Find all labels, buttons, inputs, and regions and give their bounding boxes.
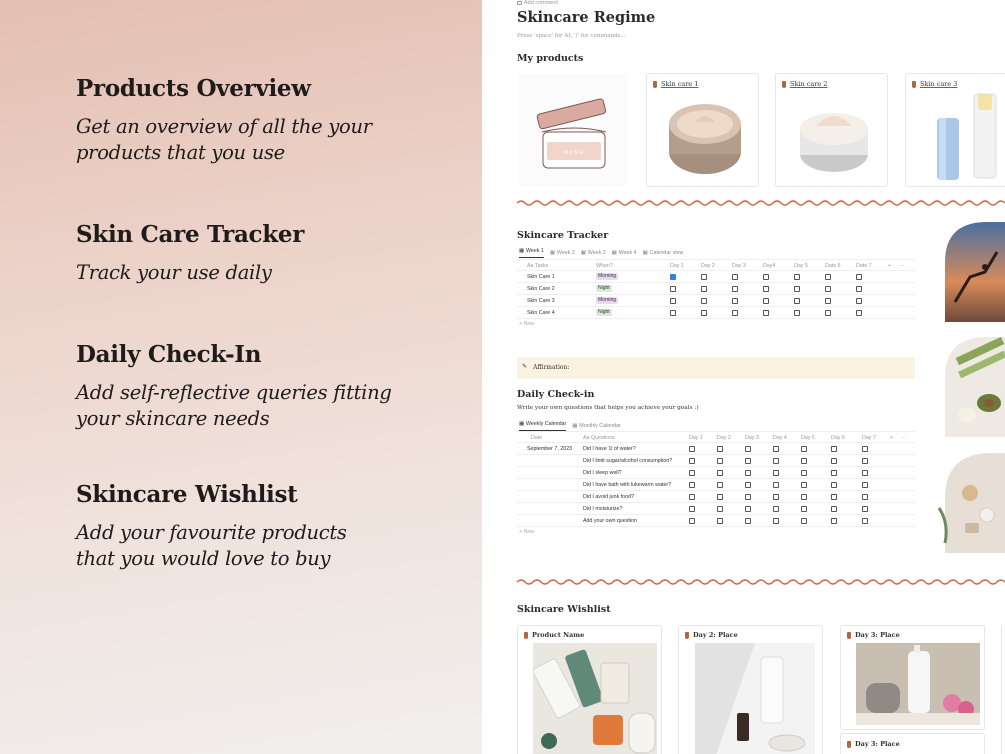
calendar-icon: ▦ (611, 250, 617, 256)
day-checkbox[interactable] (763, 274, 769, 280)
feature-title: Products Overview (76, 75, 311, 102)
day-checkbox[interactable] (763, 298, 769, 304)
product-image (906, 74, 1005, 187)
day-checkbox[interactable] (670, 286, 676, 292)
products-heading: My products (517, 53, 584, 64)
page-title[interactable]: Skincare Regime (517, 9, 656, 26)
day-checkbox[interactable] (732, 310, 738, 316)
day-checkbox[interactable] (831, 518, 837, 524)
day-checkbox[interactable] (773, 506, 779, 512)
wishlist-item-name: Product Name (532, 631, 585, 639)
day-checkbox[interactable] (763, 310, 769, 316)
day-checkbox[interactable] (794, 274, 800, 280)
day-checkbox[interactable] (689, 470, 695, 476)
day-checkbox[interactable] (732, 274, 738, 280)
day-checkbox[interactable] (825, 310, 831, 316)
feature-description: Track your use daily (76, 261, 272, 284)
table-row[interactable] (517, 271, 915, 283)
day-checkbox[interactable] (773, 494, 779, 500)
column-header-date7[interactable]: Date 7 (856, 263, 872, 269)
day-checkbox[interactable] (773, 518, 779, 524)
question-cell[interactable]: Add your own question (583, 518, 637, 524)
day-checkbox[interactable] (862, 470, 868, 476)
day-checkbox[interactable] (773, 458, 779, 464)
column-header-day2[interactable]: Day 2 (717, 435, 731, 441)
column-header-day4[interactable]: Day 4 (773, 435, 787, 441)
day-checkbox[interactable] (773, 470, 779, 476)
tab-calendar-view[interactable]: ▦ Calendar view (642, 250, 684, 256)
table-row[interactable] (517, 443, 915, 455)
product-image (647, 74, 759, 187)
column-header-day5[interactable]: Day 5 (794, 263, 808, 269)
day-checkbox[interactable] (701, 298, 707, 304)
day-checkbox[interactable] (732, 298, 738, 304)
day-checkbox[interactable] (745, 494, 751, 500)
wishlist-heading: Skincare Wishlist (517, 604, 611, 615)
day-checkbox[interactable] (773, 482, 779, 488)
day-checkbox[interactable] (670, 298, 676, 304)
wishlist-card-partial (1001, 625, 1005, 754)
wishlist-card[interactable] (840, 625, 985, 730)
task-name[interactable]: Skin Care 2 (527, 286, 555, 292)
product-image (776, 74, 888, 187)
product-image (856, 643, 980, 725)
calendar-icon: ▦ (580, 250, 586, 256)
task-name[interactable]: Skin Care 3 (527, 298, 555, 304)
day-checkbox[interactable] (717, 518, 723, 524)
feature-description: Add your favourite products that you would love to buy (76, 521, 347, 570)
tracker-heading: Skincare Tracker (517, 230, 609, 241)
day-checkbox[interactable] (745, 446, 751, 452)
wishlist-card-label[interactable] (685, 631, 738, 639)
pin-icon (847, 632, 851, 639)
day-checkbox[interactable] (763, 286, 769, 292)
day-checkbox[interactable] (717, 458, 723, 464)
tracker-view-tabs (519, 248, 683, 258)
day-checkbox[interactable] (745, 506, 751, 512)
day-checkbox[interactable] (831, 458, 837, 464)
column-header-day3[interactable]: Day 3 (732, 263, 746, 269)
day-checkbox[interactable] (825, 286, 831, 292)
day-checkbox[interactable] (794, 286, 800, 292)
day-checkbox[interactable] (801, 494, 807, 500)
column-header-day5[interactable]: Day 5 (801, 435, 815, 441)
comment-icon (517, 1, 522, 5)
day-checkbox[interactable] (670, 274, 676, 280)
day-checkbox[interactable] (689, 446, 695, 452)
question-cell[interactable]: Did I moisturize? (583, 506, 623, 512)
vegetables-image (945, 337, 1005, 437)
column-header-day6[interactable]: Day 6 (831, 435, 845, 441)
wishlist-item-name: Day 2: Place (693, 631, 738, 639)
wishlist-item-name: Day 3: Place (855, 740, 900, 748)
day-checkbox[interactable] (745, 458, 751, 464)
spa-essentials-image (937, 453, 1005, 553)
day-checkbox[interactable] (794, 310, 800, 316)
add-new-row-button[interactable]: + New (519, 321, 535, 327)
wishlist-card-label[interactable] (524, 631, 584, 639)
day-checkbox[interactable] (717, 506, 723, 512)
table-row[interactable] (517, 295, 915, 307)
calendar-icon: ▦ (572, 423, 578, 429)
day-checkbox[interactable] (670, 310, 676, 316)
day-checkbox[interactable] (701, 310, 707, 316)
feature-description: Add self-reflective queries fitting your skincare needs (76, 381, 392, 430)
day-checkbox[interactable] (745, 470, 751, 476)
day-checkbox[interactable] (717, 494, 723, 500)
notion-page (482, 0, 1005, 754)
pin-icon (685, 632, 689, 639)
svg-text:N O M E: N O M E (564, 150, 584, 156)
feature-description: Get an overview of all the your products that you use (76, 115, 372, 164)
day-checkbox[interactable] (689, 494, 695, 500)
day-checkbox[interactable] (856, 310, 862, 316)
day-checkbox[interactable] (801, 482, 807, 488)
day-checkbox[interactable] (745, 518, 751, 524)
table-header-row (517, 259, 915, 271)
calendar-icon: ▦ (519, 421, 525, 427)
task-name[interactable]: Skin Care 1 (527, 274, 555, 280)
day-checkbox[interactable] (773, 446, 779, 452)
wishlist-item-name: Day 3: Place (855, 631, 900, 639)
day-checkbox[interactable] (717, 482, 723, 488)
day-checkbox[interactable] (701, 286, 707, 292)
question-cell[interactable]: Did I limit sugar/alcohol consumption? (583, 458, 673, 464)
day-checkbox[interactable] (701, 274, 707, 280)
day-checkbox[interactable] (717, 470, 723, 476)
checkin-subtitle: Write your own questions that helps you achieve your goals :) (517, 405, 699, 411)
product-card[interactable] (905, 73, 1005, 187)
column-header-day2[interactable]: Day 2 (701, 263, 715, 269)
day-checkbox[interactable] (862, 458, 868, 464)
product-card[interactable] (775, 73, 888, 187)
table-header-row (517, 431, 915, 443)
day-checkbox[interactable] (825, 274, 831, 280)
table-row[interactable] (517, 515, 915, 527)
column-header-when[interactable]: When? (596, 263, 613, 269)
add-comment-button[interactable] (517, 0, 558, 6)
marketing-panel (0, 0, 482, 754)
add-comment-label: Add comment (524, 0, 558, 6)
table-row[interactable] (517, 455, 915, 467)
affirmation-callout[interactable] (517, 357, 915, 379)
wishlist-card[interactable] (678, 625, 823, 754)
when-tag[interactable]: Night (598, 309, 610, 315)
date-cell[interactable]: September 7, 2023 (527, 446, 573, 452)
day-checkbox[interactable] (717, 446, 723, 452)
day-checkbox[interactable] (689, 458, 695, 464)
more-options-button[interactable]: ··· (899, 263, 905, 269)
day-checkbox[interactable] (794, 298, 800, 304)
tab-week-2[interactable]: ▦ Week 2 (549, 250, 575, 256)
day-checkbox[interactable] (862, 518, 868, 524)
tab-monthly-calendar[interactable]: ▦ Monthly Calendar (572, 423, 621, 429)
wishlist-card[interactable] (517, 625, 662, 754)
wavy-divider (517, 578, 1005, 586)
checkin-table (517, 431, 915, 541)
more-options-button[interactable]: ··· (901, 435, 907, 441)
day-checkbox[interactable] (862, 506, 868, 512)
day-checkbox[interactable] (801, 458, 807, 464)
pen-icon: ✎ (522, 363, 528, 370)
question-cell[interactable]: Did I avoid junk food? (583, 494, 634, 500)
day-checkbox[interactable] (801, 470, 807, 476)
day-checkbox[interactable] (831, 470, 837, 476)
day-checkbox[interactable] (801, 506, 807, 512)
product-cover-card[interactable] (517, 73, 629, 187)
column-header-questions[interactable]: Aa Questions (583, 435, 615, 441)
question-cell[interactable]: Did I have bath with lukewarm water? (583, 482, 672, 488)
day-checkbox[interactable] (831, 446, 837, 452)
day-checkbox[interactable] (831, 506, 837, 512)
feature-products-overview (76, 75, 372, 166)
wishlist-card-label[interactable] (847, 740, 900, 748)
day-checkbox[interactable] (801, 446, 807, 452)
tab-week-3[interactable]: ▦ Week 3 (580, 250, 606, 256)
table-row[interactable] (517, 283, 915, 295)
product-name: Skin care 3 (920, 80, 958, 88)
day-checkbox[interactable] (856, 298, 862, 304)
when-tag[interactable]: Morning (598, 273, 617, 279)
feature-title: Skincare Wishlist (76, 481, 298, 508)
task-name[interactable]: Skin Care 4 (527, 310, 555, 316)
calendar-icon: ▦ (642, 250, 648, 256)
add-new-row-button[interactable]: + New (519, 529, 535, 535)
feature-title: Skin Care Tracker (76, 221, 305, 248)
question-cell[interactable]: Did I sleep well? (583, 470, 622, 476)
column-header-date[interactable]: Date (531, 435, 543, 441)
when-tag[interactable]: Night (598, 285, 610, 291)
day-checkbox[interactable] (689, 518, 695, 524)
checkin-heading: Daily Check-in (517, 389, 595, 400)
pin-icon (524, 632, 528, 639)
pin-icon (847, 741, 851, 748)
feature-daily-check-in (76, 341, 392, 432)
feature-skin-care-tracker (76, 221, 304, 286)
product-name: Skin care 2 (790, 80, 828, 88)
day-checkbox[interactable] (689, 506, 695, 512)
day-checkbox[interactable] (831, 482, 837, 488)
add-column-button[interactable]: + (890, 435, 894, 441)
editor-hint[interactable]: Press 'space' for AI, '/' for commands... (517, 33, 626, 39)
column-header-tasks[interactable]: Aa Tasks (527, 263, 549, 269)
table-row[interactable] (517, 307, 915, 319)
column-header-day1[interactable]: Day 1 (689, 435, 703, 441)
feature-title: Daily Check-In (76, 341, 262, 368)
feature-skincare-wishlist (76, 481, 347, 572)
tab-week-4[interactable]: ▦ Week 4 (611, 250, 637, 256)
column-header-date6[interactable]: Date 6 (825, 263, 841, 269)
tracker-table (517, 259, 915, 335)
yoga-sunset-image (945, 222, 1005, 322)
product-card[interactable] (646, 73, 759, 187)
calendar-icon: ▦ (519, 248, 525, 254)
table-row[interactable] (517, 491, 915, 503)
table-row[interactable] (517, 503, 915, 515)
day-checkbox[interactable] (862, 494, 868, 500)
day-checkbox[interactable] (856, 286, 862, 292)
product-name: Skin care 1 (661, 80, 699, 88)
day-checkbox[interactable] (801, 518, 807, 524)
cream-jar-illustration (518, 74, 629, 187)
day-checkbox[interactable] (689, 482, 695, 488)
column-header-day7[interactable]: Day 7 (862, 435, 876, 441)
day-checkbox[interactable] (862, 446, 868, 452)
product-image (695, 643, 815, 754)
day-checkbox[interactable] (745, 482, 751, 488)
column-header-day4[interactable]: Day4 (763, 263, 776, 269)
wavy-divider (517, 199, 1005, 207)
affirmation-label: Affirmation: (533, 364, 570, 371)
checkin-view-tabs (519, 421, 621, 431)
day-checkbox[interactable] (825, 298, 831, 304)
wishlist-card-label[interactable] (847, 631, 900, 639)
wishlist-card[interactable] (840, 733, 985, 754)
day-checkbox[interactable] (732, 286, 738, 292)
column-header-day3[interactable]: Day 3 (745, 435, 759, 441)
table-row[interactable] (517, 467, 915, 479)
add-column-button[interactable]: + (888, 263, 892, 269)
day-checkbox[interactable] (856, 274, 862, 280)
day-checkbox[interactable] (831, 494, 837, 500)
table-row[interactable] (517, 479, 915, 491)
tab-week-1[interactable]: ▦ Week 1 (519, 248, 544, 258)
when-tag[interactable]: Morning (598, 297, 617, 303)
product-image (533, 643, 657, 754)
column-header-day1[interactable]: Day 1 (670, 263, 684, 269)
tab-weekly-calendar[interactable]: ▦ Weekly Calendar (519, 421, 566, 431)
calendar-icon: ▦ (549, 250, 555, 256)
question-cell[interactable]: Did I have 1l of water? (583, 446, 636, 452)
day-checkbox[interactable] (862, 482, 868, 488)
